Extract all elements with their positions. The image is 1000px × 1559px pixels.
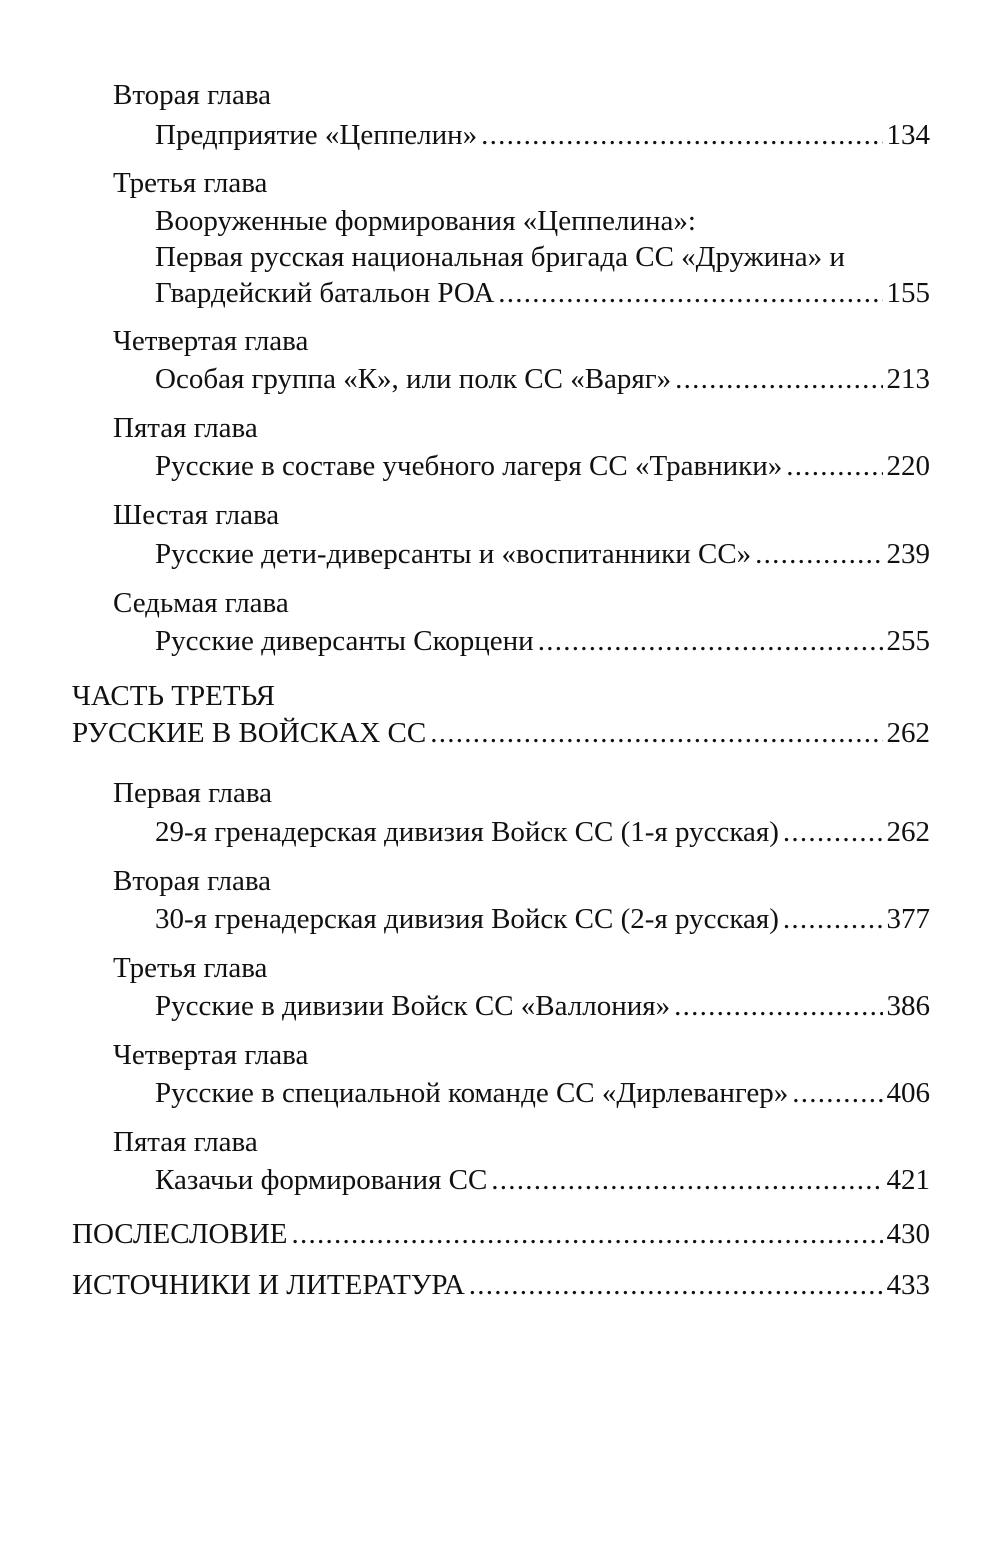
page-number: 262 (886, 816, 930, 848)
afterword-title: ПОСЛЕСЛОВИЕ (72, 1218, 288, 1250)
entry-title-line: Вооруженные формирования «Цеппелина»: (155, 205, 696, 237)
entry-title: 29-я гренадерская дивизия Войск СС (1-я русская) (155, 816, 779, 848)
chapter-label: Вторая глава (113, 865, 272, 897)
toc-entry[interactable] (155, 814, 930, 850)
leader-dots (786, 448, 882, 484)
entry-title: Казачьи формирования СС (155, 1164, 488, 1196)
entry-title: Русские дети-диверсанты и «воспитанники СС» (155, 538, 752, 570)
toc-entry[interactable] (155, 623, 930, 659)
part-heading: ЧАСТЬ ТРЕТЬЯ (72, 680, 276, 712)
entry-title: Особая группа «К», или полк СС «Варяг» (155, 363, 672, 395)
toc-entry[interactable] (155, 275, 930, 311)
page-number: 134 (886, 119, 930, 151)
chapter-label: Седьмая глава (113, 587, 289, 619)
toc-entry[interactable] (155, 448, 930, 484)
page-number: 386 (886, 990, 930, 1022)
toc-entry-sources[interactable] (72, 1267, 930, 1303)
toc-entry[interactable] (155, 988, 930, 1024)
entry-title: Предприятие «Цеппелин» (155, 119, 478, 151)
chapter-label: Третья глава (113, 952, 268, 984)
leader-dots (783, 901, 883, 937)
entry-title: Русские в специальной команде СС «Дирлевангер» (155, 1077, 789, 1109)
entry-title: Русские в дивизии Войск СС «Валлония» (155, 990, 671, 1022)
leader-dots (491, 1162, 882, 1198)
chapter-label: Шестая глава (113, 499, 280, 531)
page-number: 262 (886, 717, 930, 749)
page-number: 377 (886, 903, 930, 935)
entry-title-line: Первая русская национальная бригада СС «Дружина» и (155, 241, 845, 273)
leader-dots (481, 117, 882, 153)
leader-dots (291, 1216, 882, 1252)
chapter-label: Третья глава (113, 167, 268, 199)
leader-dots (498, 275, 882, 311)
toc-entry[interactable] (155, 901, 930, 937)
chapter-label: Четвертая глава (113, 1039, 309, 1071)
toc-entry[interactable] (155, 117, 930, 153)
page-number: 433 (886, 1269, 930, 1301)
leader-dots (430, 715, 882, 751)
entry-title: Русские диверсанты Скорцени (155, 625, 534, 657)
toc-entry[interactable] (155, 1162, 930, 1198)
chapter-label: Первая глава (113, 777, 273, 809)
toc-entry-afterword[interactable] (72, 1216, 930, 1252)
page-number: 406 (886, 1077, 930, 1109)
page-number: 239 (886, 538, 930, 570)
page-number: 255 (886, 625, 930, 657)
entry-title: Русские в составе учебного лагеря СС «Травники» (155, 450, 783, 482)
page-number: 430 (886, 1218, 930, 1250)
part-title: РУССКИЕ В ВОЙСКАХ СС (72, 717, 427, 749)
chapter-label: Пятая глава (113, 1126, 258, 1158)
entry-title: Гвардейский батальон РОА (155, 277, 495, 309)
chapter-label: Четвертая глава (113, 325, 309, 357)
entry-title: 30-я гренадерская дивизия Войск СС (2-я русская) (155, 903, 779, 935)
leader-dots (792, 1075, 882, 1111)
leader-dots (755, 536, 882, 572)
toc-entry[interactable] (155, 536, 930, 572)
toc-entry-part[interactable] (72, 715, 930, 751)
page-number: 220 (886, 450, 930, 482)
leader-dots (675, 361, 882, 397)
page-number: 155 (886, 277, 930, 309)
page-number: 213 (886, 363, 930, 395)
sources-title: ИСТОЧНИКИ И ЛИТЕРАТУРА (72, 1269, 465, 1301)
toc-entry[interactable] (155, 1075, 930, 1111)
leader-dots (538, 623, 883, 659)
leader-dots (469, 1267, 883, 1303)
chapter-label: Пятая глава (113, 412, 258, 444)
toc-entry[interactable] (155, 361, 930, 397)
chapter-label: Вторая глава (113, 79, 272, 111)
leader-dots (783, 814, 883, 850)
leader-dots (674, 988, 882, 1024)
page-number: 421 (886, 1164, 930, 1196)
